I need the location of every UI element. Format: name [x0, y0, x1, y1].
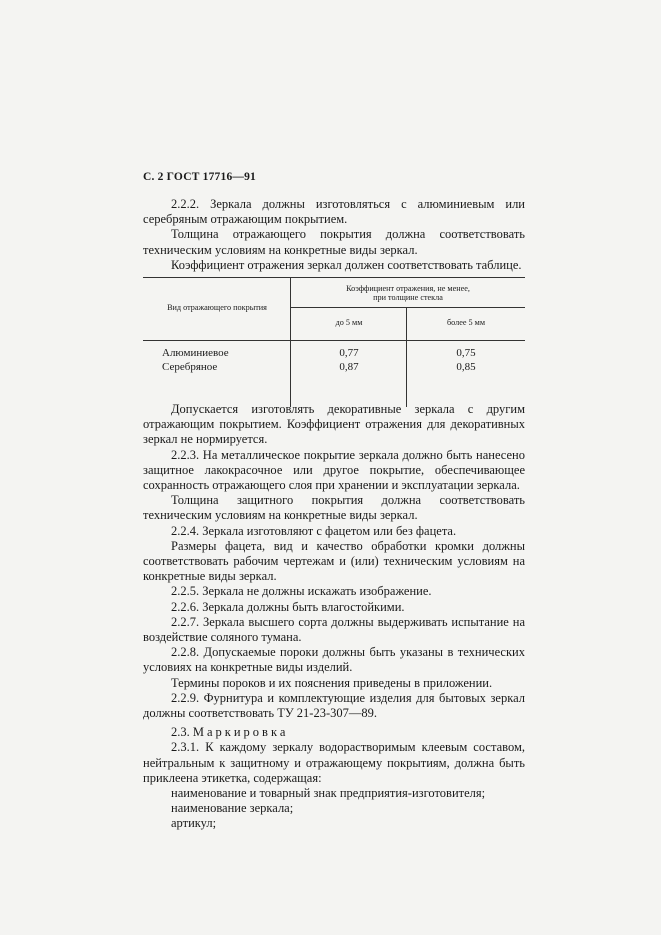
table-top-rule: [143, 277, 525, 278]
table-col1-header: Вид отражающего покрытия: [167, 303, 267, 312]
paragraph-facet-size: Размеры фацета, вид и качество обработки кромки должны соответствовать рабочим чертежам и (или) техническим условиям на конкретные виды зеркал.: [143, 538, 525, 584]
paragraph-2-2-5: 2.2.5. Зеркала не должны искажать изображение.: [171, 584, 432, 599]
paragraph-2-2-4: 2.2.4. Зеркала изготовляют с фацетом или без фацета.: [171, 523, 457, 538]
table-group-rule: [291, 307, 525, 308]
body-section: [143, 402, 525, 832]
table-sub-header-1: до 5 мм: [335, 318, 363, 327]
paragraph-reflection-coefficient: Коэффициент отражения зеркал должен соответствовать таблице.: [171, 257, 522, 272]
paragraph-2-2-2: 2.2.2. Зеркала должны изготовляться с алюминиевым или серебряным отражающим покрытием.: [143, 197, 525, 227]
table-row-2-value-2: 0,85: [456, 361, 476, 373]
table-col-divider-1: [290, 277, 291, 407]
table-row-2-name: Серебряное: [162, 361, 218, 373]
section-title: Маркировка: [192, 725, 289, 740]
section-number: 2.3.: [171, 725, 190, 740]
paragraph-defect-terms: Термины пороков и их пояснения приведены в приложении.: [171, 675, 493, 690]
paragraph-2-3-1: 2.3.1. К каждому зеркалу водорастворимым клеевым составом, нейтральным к защитному и отражающему покрытиям, должна быть приклеена этикетка, содержащая:: [143, 740, 525, 785]
paragraph-protective-thickness: Толщина защитного покрытия должна соответствовать техническим условиям на конкретные виды зеркал.: [143, 493, 525, 523]
paragraph-2-2-9: 2.2.9. Фурнитура и комплектующие изделия для бытовых зеркал должны соответствовать ТУ 21-23-307—89.: [143, 690, 525, 721]
table-row-1-value-2: 0,75: [456, 347, 476, 359]
paragraph-coating-thickness: Толщина отражающего покрытия должна соответствовать техническим условиям на конкретные виды зеркал.: [143, 227, 525, 257]
table-group-header-line2: при толщине стекла: [373, 293, 443, 302]
paragraph-2-2-6: 2.2.6. Зеркала должны быть влагостойкими.: [171, 599, 405, 614]
table-row-2-value-1: 0,87: [339, 361, 359, 373]
paragraph-2-2-7: 2.2.7. Зеркала высшего сорта должны выдерживать испытание на воздействие соляного тумана.: [143, 614, 525, 645]
paragraph-2-2-3: 2.2.3. На металлическое покрытие зеркала должно быть нанесено защитное лакокрасочное или другое покрытие, обеспечивающее сохранность отражающего слоя при хранении и эксплуатации зеркала.: [143, 447, 525, 493]
table-row-1-value-1: 0,77: [339, 347, 359, 359]
paragraph-decorative: Допускается изготовлять декоративные зеркала с другим отражающим покрытием. Коэффициент отражения для декоративных зеркал не нормируется.: [143, 402, 525, 447]
paragraph-2-2-8: 2.2.8. Допускаемые пороки должны быть указаны в технических условиях на конкретные виды изделий.: [143, 645, 525, 675]
label-item-1: наименование и товарный знак предприятия-изготовителя;: [171, 786, 486, 801]
label-item-2: наименование зеркала;: [171, 801, 294, 816]
table-header-rule: [143, 340, 525, 341]
table-row-1-name: Алюминиевое: [162, 347, 229, 359]
table-sub-header-2: более 5 мм: [446, 318, 486, 327]
page-header: С. 2 ГОСТ 17716—91: [143, 171, 256, 183]
label-item-3: артикул;: [171, 816, 217, 831]
intro-section: [143, 197, 525, 273]
section-heading-marking: [143, 725, 525, 740]
table-group-header-line1: Коэффициент отражения, не менее,: [346, 284, 470, 293]
